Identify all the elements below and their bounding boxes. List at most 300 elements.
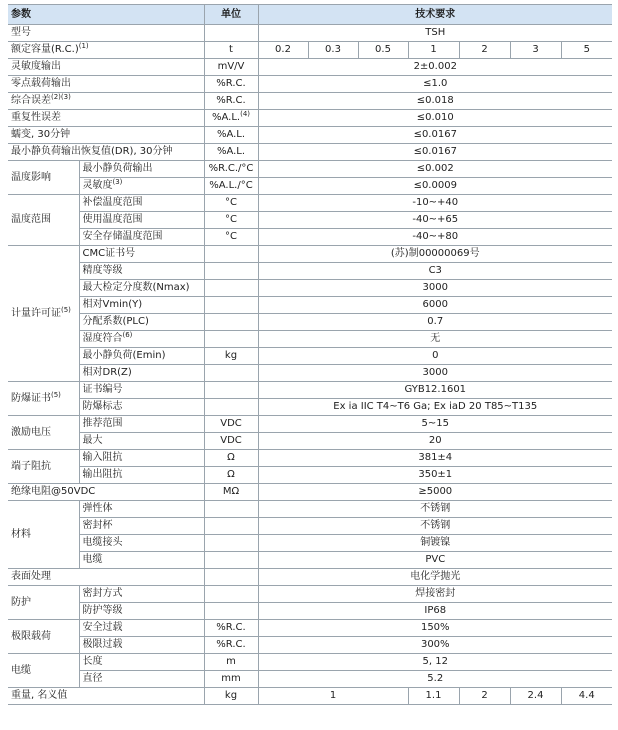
sub-label [79,331,204,348]
row-excitation-0 [8,416,612,433]
row-material-2 [8,535,612,552]
value-cell [258,331,612,348]
sub-label [79,501,204,518]
unit-cell [204,93,258,110]
sub-label-text: CMC证书号 [82,248,136,259]
unit-cell [204,637,258,654]
unit-cell [204,110,258,127]
value-cell-text: ≥5000 [418,486,453,497]
value-cell-text: PVC [425,554,446,565]
unit-cell [204,246,258,263]
value-cell-text: (苏)制00000069号 [390,248,480,259]
value-cell [258,246,612,263]
value-cell [258,161,612,178]
sub-label-text: 最大 [82,435,103,446]
value-cell-text: ≤0.0009 [413,180,457,191]
value-cell-text: 不锈钢 [420,503,451,514]
unit-cell [204,450,258,467]
value-cell-text: 5~15 [421,418,449,429]
param-label-text: 综合误差 [11,95,51,106]
group-label [8,161,79,195]
sub-label-text: 湿度符合 [82,333,123,344]
unit-cell [204,365,258,382]
param-label [8,688,204,705]
unit-cell [204,416,258,433]
unit-cell [204,76,258,93]
unit-cell [204,331,258,348]
param-label-text: 重量, 名义值 [11,690,68,701]
capacity-value-text: 2 [481,44,488,55]
sub-label-text: 密封方式 [82,588,123,599]
sub-label-footnote: (6) [122,331,133,339]
row-protection-1 [8,603,612,620]
value-cell-text: Ex ia IIC T4~T6 Ga; Ex iaD 20 T85~T135 [333,401,538,412]
sub-label [79,399,204,416]
unit-cell-text: %A.L. [211,112,241,123]
value-cell [258,144,612,161]
unit-cell [204,314,258,331]
value-cell [258,297,612,314]
row-impedance-1 [8,467,612,484]
param-label-text: 绝缘电阻@50VDC [11,486,96,497]
param-label-text: 蠕变, 30分钟 [11,129,71,140]
unit-cell [204,42,258,59]
value-cell [258,603,612,620]
row-temp_range-2 [8,229,612,246]
sub-label [79,450,204,467]
row-model [8,25,612,42]
group-label-text: 防爆证书 [11,392,51,404]
value-cell [258,569,612,586]
row-protection-0 [8,586,612,603]
unit-cell [204,467,258,484]
row-metrology-0 [8,246,612,263]
unit-cell-text: VDC [220,418,242,429]
capacity-value [408,42,459,59]
weight-value [510,688,561,705]
unit-cell-text: %R.C. [216,622,246,633]
unit-cell-text: %R.C./°C [208,163,254,174]
unit-cell-text: VDC [220,435,242,446]
capacity-value [258,42,308,59]
value-cell [258,93,612,110]
row-explosion-1 [8,399,612,416]
value-cell [258,586,612,603]
unit-cell [204,382,258,399]
row-weight [8,688,612,705]
param-label-footnote: (2)(3) [51,93,71,101]
sub-label-text: 补偿温度范围 [82,197,143,208]
value-cell-text: 0.7 [427,316,444,327]
row-temp_range-1 [8,212,612,229]
unit-cell [204,654,258,671]
group-label-text: 材料 [11,528,31,540]
sub-label [79,161,204,178]
value-cell-text: 20 [428,435,442,446]
unit-cell-text: kg [224,690,238,701]
weight-value-text: 1.1 [425,690,442,701]
sub-label-text: 输入阻抗 [82,452,123,463]
weight-value-text: 1 [329,690,337,701]
sub-label-text: 安全过载 [82,622,123,633]
unit-cell [204,501,258,518]
row-temp_effect-1 [8,178,612,195]
row-cable-0 [8,654,612,671]
unit-cell-text: Ω [227,469,235,480]
group-label-text: 温度范围 [11,214,51,225]
row-surface [8,569,612,586]
value-cell-text: ≤0.0167 [413,146,457,157]
sub-label-text: 分配系数(PLC) [82,316,149,327]
sub-label-text: 相对DR(Z) [82,367,132,378]
capacity-value [561,42,612,59]
group-label-text: 激励电压 [11,426,51,438]
value-cell [258,620,612,637]
unit-cell-text: %R.C. [216,639,246,650]
sub-label-text: 电缆接头 [82,537,123,548]
value-cell-text: 3000 [422,282,448,293]
param-label-text: 最小静负荷输出恢复值(DR), 30分钟 [11,146,173,157]
unit-cell-text: m [226,656,236,667]
value-cell-text: -40~+65 [412,214,459,225]
unit-cell [204,59,258,76]
capacity-value-text: 1 [430,44,437,55]
row-metrology-3 [8,297,612,314]
value-cell [258,178,612,195]
unit-cell [204,518,258,535]
sub-label [79,620,204,637]
sub-label-text: 使用温度范围 [82,214,143,225]
value-cell-text: 5, 12 [422,656,448,667]
value-cell [258,59,612,76]
param-label-footnote: (1) [78,42,89,50]
capacity-value-text: 0.2 [275,44,291,55]
unit-cell [204,399,258,416]
value-cell-text: 381±4 [418,452,453,463]
group-label-text: 极限载荷 [11,630,51,642]
capacity-value-text: 0.5 [375,44,391,55]
group-label [8,416,79,450]
sub-label [79,416,204,433]
value-cell [258,212,612,229]
value-cell [258,637,612,654]
sub-label [79,586,204,603]
value-cell [258,518,612,535]
unit-cell [204,433,258,450]
row-insulation [8,484,612,501]
row-metrology-1 [8,263,612,280]
row-metrology-4 [8,314,612,331]
unit-cell-text: t [229,44,233,55]
sub-label-text: 推荐范围 [82,418,123,429]
value-cell-text: 0 [432,350,439,361]
unit-cell [204,297,258,314]
unit-cell [204,586,258,603]
weight-value [408,688,459,705]
unit-cell [204,688,258,705]
unit-cell [204,671,258,688]
row-zero_output [8,76,612,93]
capacity-value [459,42,510,59]
sub-label [79,229,204,246]
param-label [8,76,204,93]
value-cell-text: 2±0.002 [413,61,457,72]
value-cell [258,195,612,212]
unit-cell-footnote: (4) [240,110,251,118]
row-metrology-6 [8,348,612,365]
value-cell [258,484,612,501]
unit-cell-text: MΩ [222,486,240,497]
sub-label [79,535,204,552]
unit-cell [204,195,258,212]
value-cell-text: 铜镀镍 [420,537,451,548]
param-label-text: 表面处理 [11,571,51,582]
sub-label-text: 灵敏度 [82,180,113,191]
param-label [8,59,204,76]
sub-label-footnote: (3) [112,178,123,186]
value-cell [258,416,612,433]
value-cell-text: 不锈钢 [420,520,451,531]
value-cell [258,399,612,416]
sub-label-text: 最小静负荷(Emin) [82,350,166,361]
row-metrology-5 [8,331,612,348]
header-spec: 技术要求 [258,5,612,25]
sub-label-text: 精度等级 [82,265,123,276]
row-creep [8,127,612,144]
sub-label [79,297,204,314]
row-metrology-2 [8,280,612,297]
sub-label [79,280,204,297]
unit-cell-text: mV/V [217,61,245,72]
group-label-footnote: (5) [51,390,61,399]
unit-cell [204,25,258,42]
row-limit_load-0 [8,620,612,637]
header-param: 参数 [8,5,204,25]
sub-label-text: 电缆 [82,554,103,565]
unit-cell-text: %A.L./°C [209,180,253,191]
sub-label-text: 密封杯 [82,520,113,531]
sub-label [79,178,204,195]
row-metrology-7 [8,365,612,382]
row-repeatability [8,110,612,127]
value-cell [258,127,612,144]
capacity-value [510,42,561,59]
param-label [8,127,204,144]
value-cell [258,654,612,671]
row-temp_range-0 [8,195,612,212]
value-cell [258,348,612,365]
row-capacity [8,42,612,59]
sub-label [79,263,204,280]
sub-label [79,603,204,620]
value-cell-text: ≤0.0167 [413,129,457,140]
value-cell-text: 150% [420,622,450,633]
unit-cell [204,229,258,246]
group-label [8,654,79,688]
value-cell-text: 无 [430,333,441,344]
param-label-text: 重复性误差 [11,112,61,123]
unit-cell [204,161,258,178]
value-cell-text: -10~+40 [412,197,459,208]
capacity-value-text: 3 [532,44,539,55]
value-cell [258,280,612,297]
value-cell [258,25,612,42]
sub-label-text: 弹性体 [82,503,113,514]
value-cell [258,671,612,688]
value-cell-text: 电化学抛光 [410,571,461,582]
value-cell [258,76,612,93]
sub-label-text: 最大检定分度数(Nmax) [82,282,190,293]
unit-cell-text: °C [225,197,237,208]
row-limit_load-1 [8,637,612,654]
capacity-value [308,42,358,59]
value-cell-text: GYB12.1601 [404,384,467,395]
capacity-value [358,42,408,59]
row-explosion-0 [8,382,612,399]
value-cell-text: 焊接密封 [415,588,456,599]
param-label [8,93,204,110]
unit-cell [204,620,258,637]
value-cell-text: 350±1 [418,469,453,480]
param-label-text: 灵敏度输出 [11,61,61,72]
sub-label [79,195,204,212]
unit-cell-text: %A.L. [216,129,246,140]
unit-cell-text: Ω [227,452,235,463]
sub-label [79,467,204,484]
value-cell [258,467,612,484]
row-temp_effect-0 [8,161,612,178]
value-cell [258,501,612,518]
unit-cell [204,348,258,365]
weight-value [561,688,612,705]
param-label [8,569,204,586]
unit-cell-text: mm [221,673,241,684]
sub-label [79,654,204,671]
sub-label [79,382,204,399]
value-cell-text: 6000 [422,299,448,310]
weight-value [459,688,510,705]
row-impedance-0 [8,450,612,467]
unit-cell [204,144,258,161]
group-label-text: 防护 [11,596,31,608]
group-label-text: 电缆 [11,664,31,676]
sub-label-text: 相对Vmin(Y) [82,299,143,310]
value-cell [258,450,612,467]
value-cell [258,229,612,246]
sub-label-text: 证书编号 [82,384,123,395]
row-dr [8,144,612,161]
capacity-value-text: 5 [583,44,590,55]
value-cell [258,110,612,127]
value-cell-text: C3 [428,265,442,276]
param-label [8,484,204,501]
sub-label [79,348,204,365]
spec-table [8,4,612,705]
unit-cell [204,535,258,552]
value-cell-text: IP68 [424,605,447,616]
sub-label-text: 防护等级 [82,605,123,616]
group-label-text: 温度影响 [11,171,51,183]
param-label-text: 型号 [11,27,31,38]
value-cell-text: TSH [425,27,446,38]
unit-cell [204,603,258,620]
value-cell-text: ≤0.010 [416,112,454,123]
value-cell [258,433,612,450]
sub-label [79,212,204,229]
group-label [8,246,79,382]
sub-label [79,433,204,450]
header-row [8,5,612,25]
weight-value-text: 4.4 [578,690,595,701]
sub-label [79,637,204,654]
unit-cell [204,263,258,280]
param-label-text: 额定容量(R.C.) [11,44,79,55]
row-combined_error [8,93,612,110]
unit-cell-text: °C [225,231,237,242]
group-label [8,586,79,620]
value-cell [258,382,612,399]
unit-cell [204,280,258,297]
value-cell [258,535,612,552]
sub-label-text: 长度 [82,656,103,667]
sub-label [79,518,204,535]
row-sensitivity [8,59,612,76]
unit-cell-text: %A.L. [216,146,246,157]
unit-cell [204,552,258,569]
group-label [8,620,79,654]
weight-value [258,688,408,705]
row-material-3 [8,552,612,569]
value-cell [258,552,612,569]
group-label-footnote: (5) [61,305,71,314]
row-material-1 [8,518,612,535]
group-label-text: 计量许可证 [11,307,61,319]
param-label [8,110,204,127]
unit-cell-text: %R.C. [216,95,246,106]
unit-cell-text: %R.C. [216,78,246,89]
weight-value-text: 2 [481,690,488,701]
value-cell-text: ≤0.002 [416,163,454,174]
sub-label-text: 最小静负荷输出 [82,163,153,174]
sub-label-text: 安全存储温度范围 [82,231,163,242]
sub-label-text: 直径 [82,673,103,684]
unit-cell [204,569,258,586]
value-cell-text: 3000 [422,367,448,378]
unit-cell-text: °C [225,214,237,225]
sub-label [79,246,204,263]
group-label [8,450,79,484]
value-cell-text: -40~+80 [412,231,459,242]
group-label [8,382,79,416]
row-cable-1 [8,671,612,688]
sub-label-text: 极限过载 [82,639,123,650]
sub-label-text: 防爆标志 [82,401,123,412]
group-label-text: 端子阻抗 [11,460,51,472]
row-excitation-1 [8,433,612,450]
row-material-0 [8,501,612,518]
sub-label [79,314,204,331]
sub-label [79,671,204,688]
value-cell [258,314,612,331]
param-label-text: 零点载荷输出 [11,78,71,89]
weight-value-text: 2.4 [527,690,544,701]
sub-label-text: 输出阻抗 [82,469,123,480]
value-cell-text: 5.2 [427,673,444,684]
unit-cell [204,178,258,195]
sub-label [79,552,204,569]
unit-cell [204,212,258,229]
capacity-value-text: 0.3 [325,44,341,55]
